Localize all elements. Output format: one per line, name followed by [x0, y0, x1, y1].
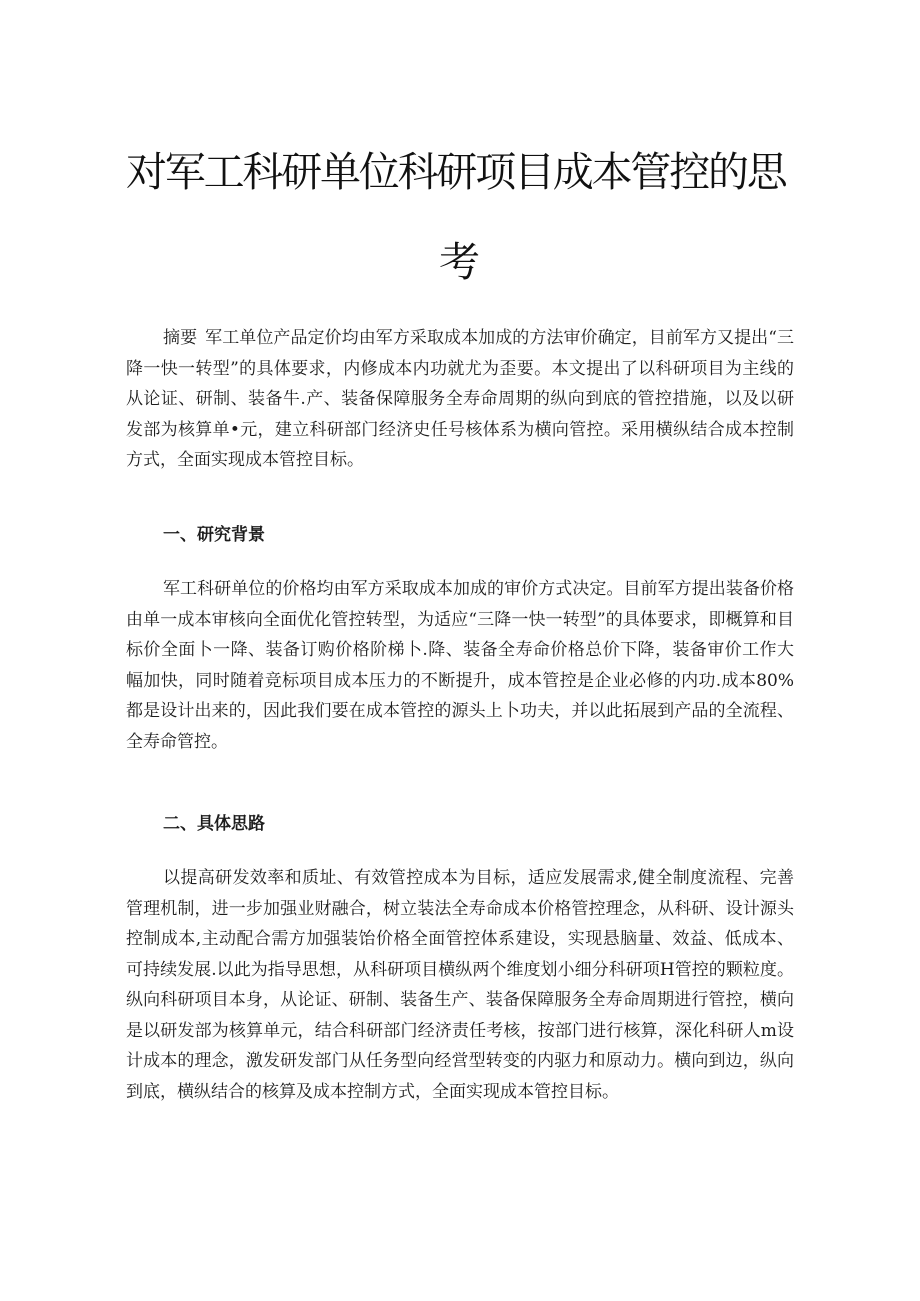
document-title-line-1: 对军工科研单位科研项目成本管控的思 [126, 148, 786, 196]
section-body-background: 军工科研单位的价格均由军方采取成本加成的审价方式决定。目前军方提出装备价格由单一成本审核向全面优化管控转型，为适应“三降一快一转型”的具体要求，即概算和目标价全面卜一降、装备订购价格阶梯卜.降、装备全寿命价格总价下降，装备审价工作大幅加快，同时随着竞标项目成本压力的不断提升，成本管控是企业必修的内功.成本80%都是设计出来的，因此我们要在成本管控的源头上卜功夫，并以此拓展到产品的全流程、全寿命管控。 [126, 579, 794, 752]
abstract-text: 军工单位产品定价均由军方采取成本加成的方法审价确定，目前军方又提出“三降一快一转型”的具体要求，内修成本内功就尤为歪要。本文提出了以科研项目为主线的从论证、研制、装备牛.产、装备保障服务全寿命周期的纵向到底的管控措施，以及以研发部为核算单•元，建立科研部门经济史任号核体系为横向管控。采用横纵结合成本控制方式，全面实现成本管控目标。 [126, 328, 794, 470]
document-title-line-2: 考 [439, 238, 478, 286]
abstract-paragraph [126, 323, 794, 476]
abstract-label: 摘要 [163, 328, 198, 348]
section-heading-approach: 二、具体思路 [163, 814, 265, 834]
section-body-approach: 以提高研发效率和质址、有效管控成本为目标，适应发展需求,健全制度流程、完善管理机制，进一步加强业财融合，树立装法全寿命成本价格管控理念，从科研、设计源头控制成本,主动配合需方加强装饴价格全面管控体系建设，实现悬脑量、效益、低成本、可持续发展.以此为指导思想，从科研项目横纵两个维度划小细分科研项H管控的颗粒度。纵向科研项目本身，从论证、研制、装备生产、装备保障服务全寿命周期进行管控，横向是以研发部为核算单元，结合科研部门经济责任考核，按部门进行核算，深化科研人m设计成本的理念，激发研发部门从任务型向经営型转变的内驱力和原动力。横向到边，纵向到底，横纵结合的核算及成本控制方式，全面实现成本管控目标。 [126, 868, 794, 1102]
section-heading-background: 一、研究背景 [163, 525, 265, 545]
